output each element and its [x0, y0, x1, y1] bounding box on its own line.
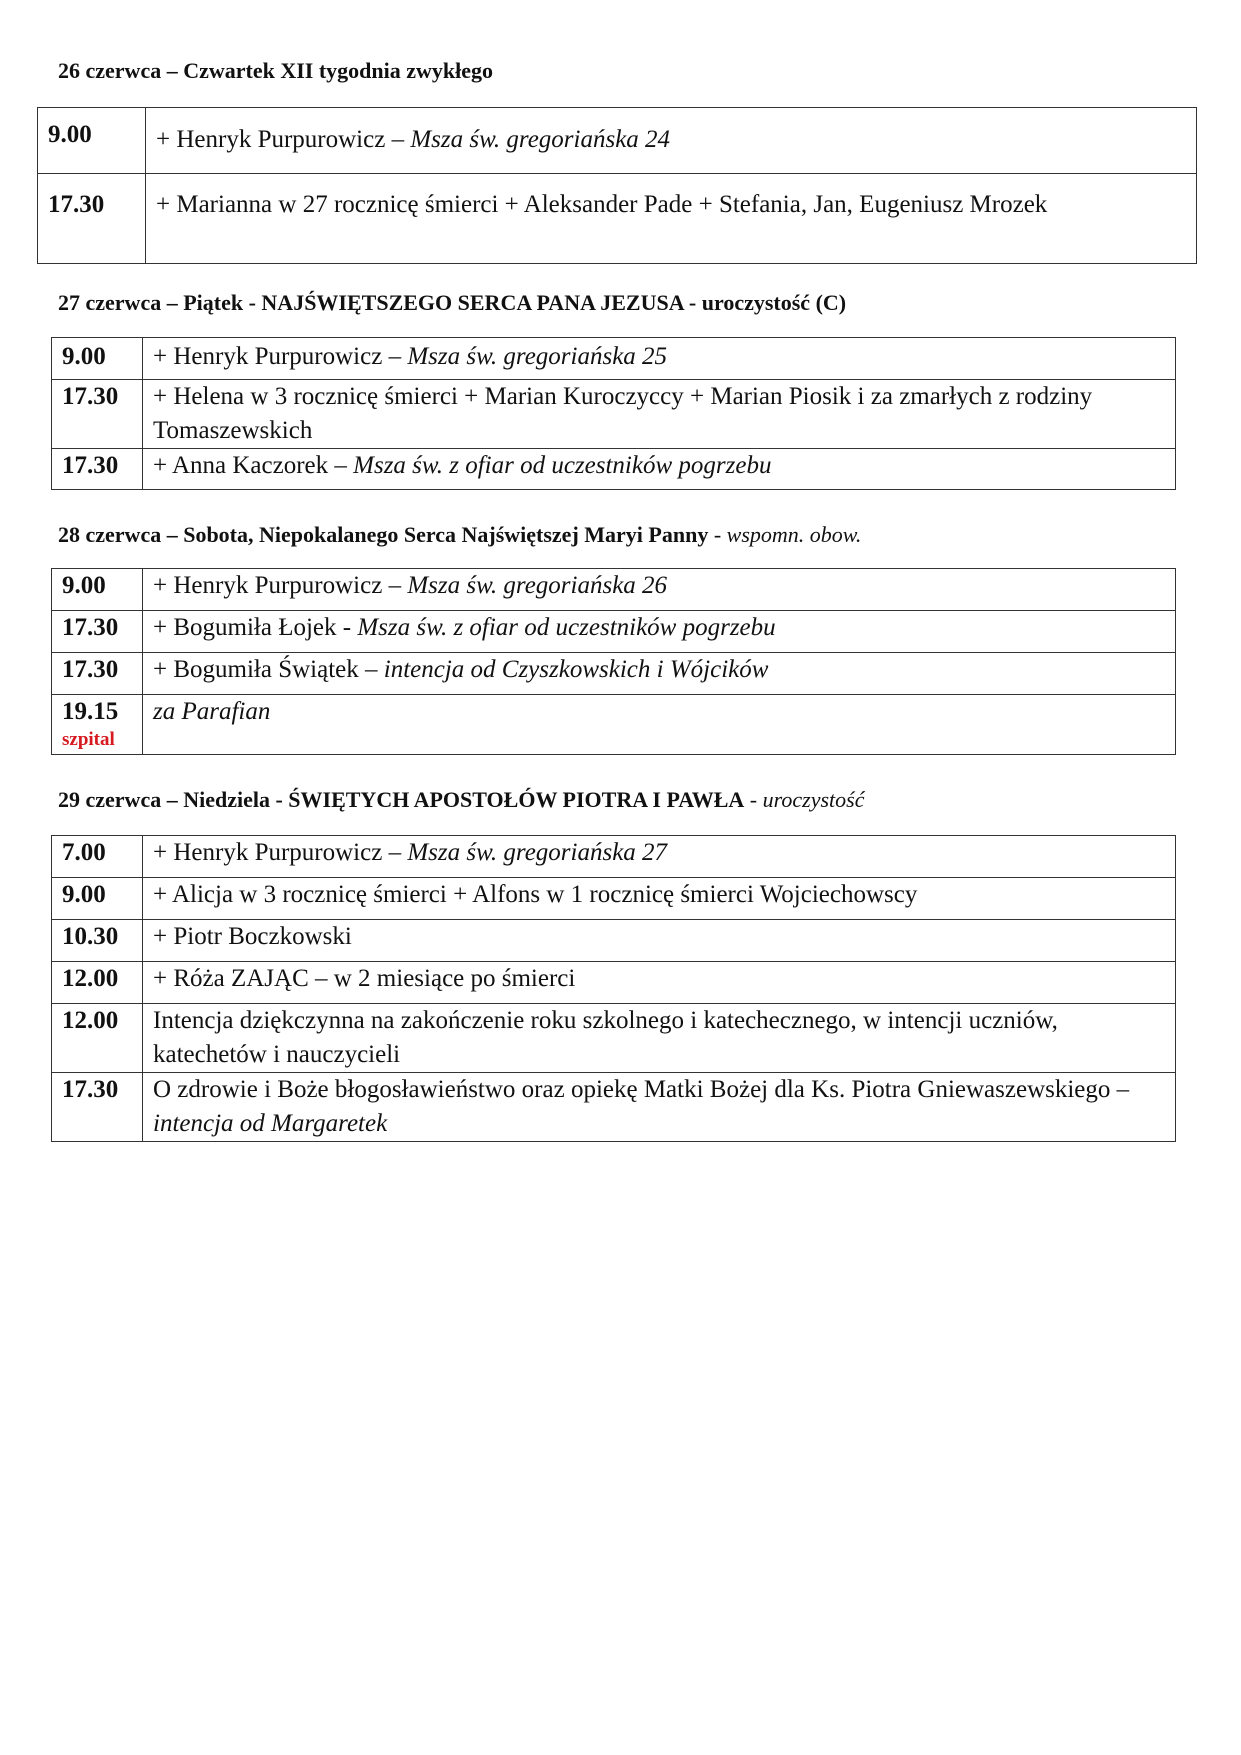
mass-time: 9.00: [38, 108, 146, 174]
mass-intention: O zdrowie i Boże błogosławieństwo oraz opiekę Matki Bożej dla Ks. Piotra Gniewaszewskiego – intencja od Margaretek: [143, 1073, 1176, 1142]
table-row: [52, 962, 1176, 1004]
mass-intention: + Marianna w 27 rocznicę śmierci + Aleksander Pade + Stefania, Jan, Eugeniusz Mrozek: [146, 174, 1197, 264]
mass-time: 17.30: [52, 653, 143, 695]
mass-intention: + Alicja w 3 rocznicę śmierci + Alfons w 1 rocznicę śmierci Wojciechowscy: [143, 878, 1176, 920]
mass-intention: + Henryk Purpurowicz – Msza św. gregoriańska 26: [143, 569, 1176, 611]
mass-intention: + Bogumiła Świątek – intencja od Czyszkowskich i Wójcików: [143, 653, 1176, 695]
table-row: [52, 1073, 1176, 1142]
table-row: [38, 108, 1197, 174]
mass-time: 17.30: [52, 611, 143, 653]
table-row: [52, 920, 1176, 962]
mass-intention: + Henryk Purpurowicz – Msza św. gregoriańska 24: [146, 108, 1197, 174]
day-header-part: 27 czerwca – Piątek - NAJŚWIĘTSZEGO SERCA PANA JEZUSA - uroczystość (C): [58, 290, 847, 315]
mass-intention: + Róża ZAJĄC – w 2 miesiące po śmierci: [143, 962, 1176, 1004]
mass-intention: + Bogumiła Łojek - Msza św. z ofiar od uczestników pogrzebu: [143, 611, 1176, 653]
table-row: [52, 380, 1176, 449]
table-row: [38, 174, 1197, 264]
day-header-part: 28 czerwca – Sobota, Niepokalanego Serca Najświętszej Maryi Panny: [58, 522, 709, 547]
mass-intention: + Henryk Purpurowicz – Msza św. gregoriańska 25: [143, 338, 1176, 380]
table-row: [52, 878, 1176, 920]
table-row: [52, 449, 1176, 490]
day-header-part: 26 czerwca – Czwartek XII tygodnia zwykłego: [58, 58, 494, 83]
mass-schedule-table-3: [51, 568, 1176, 755]
mass-schedule-table-2: [51, 337, 1176, 490]
mass-time: 7.00: [52, 836, 143, 878]
mass-intention: + Anna Kaczorek – Msza św. z ofiar od uczestników pogrzebu: [143, 449, 1176, 490]
mass-time: 9.00: [52, 569, 143, 611]
location-note: szpital: [62, 729, 115, 750]
mass-time: 17.30: [52, 380, 143, 449]
mass-time: 12.00: [52, 962, 143, 1004]
mass-time: 12.00: [52, 1004, 143, 1073]
mass-time: 10.30: [52, 920, 143, 962]
mass-intention: + Henryk Purpurowicz – Msza św. gregoriańska 27: [143, 836, 1176, 878]
day-header-3: [58, 524, 861, 546]
table-row: [52, 695, 1176, 755]
day-header-4: [58, 789, 864, 811]
table-row: [52, 653, 1176, 695]
mass-schedule-table-4: [51, 835, 1176, 1142]
mass-intention: za Parafian: [143, 695, 1176, 755]
day-header-part: uroczystość: [762, 787, 865, 812]
table-row: [52, 338, 1176, 380]
mass-time: 17.30: [52, 449, 143, 490]
mass-time: 9.00: [52, 878, 143, 920]
mass-intention: + Helena w 3 rocznicę śmierci + Marian Kuroczyccy + Marian Piosik i za zmarłych z rodziny Tomaszewskich: [143, 380, 1176, 449]
table-row: [52, 569, 1176, 611]
day-header-part: 29 czerwca – Niedziela - ŚWIĘTYCH APOSTOŁÓW PIOTRA I PAWŁA: [58, 787, 745, 812]
mass-intention: + Piotr Boczkowski: [143, 920, 1176, 962]
mass-time: 17.30: [38, 174, 146, 264]
table-row: [52, 1004, 1176, 1073]
day-header-2: [58, 292, 846, 314]
mass-schedule-table-1: [37, 107, 1197, 264]
mass-time: 9.00: [52, 338, 143, 380]
mass-time: 17.30: [52, 1073, 143, 1142]
day-header-1: [58, 60, 493, 82]
day-header-part: wspomn. obow.: [726, 522, 862, 547]
table-row: [52, 611, 1176, 653]
mass-intention: Intencja dziękczynna na zakończenie roku szkolnego i katechecznego, w intencji uczniów, katechetów i nauczycieli: [143, 1004, 1176, 1073]
day-header-part: -: [708, 522, 727, 547]
day-header-part: -: [744, 787, 763, 812]
table-row: [52, 836, 1176, 878]
mass-time: 19.15 szpital: [52, 695, 143, 755]
